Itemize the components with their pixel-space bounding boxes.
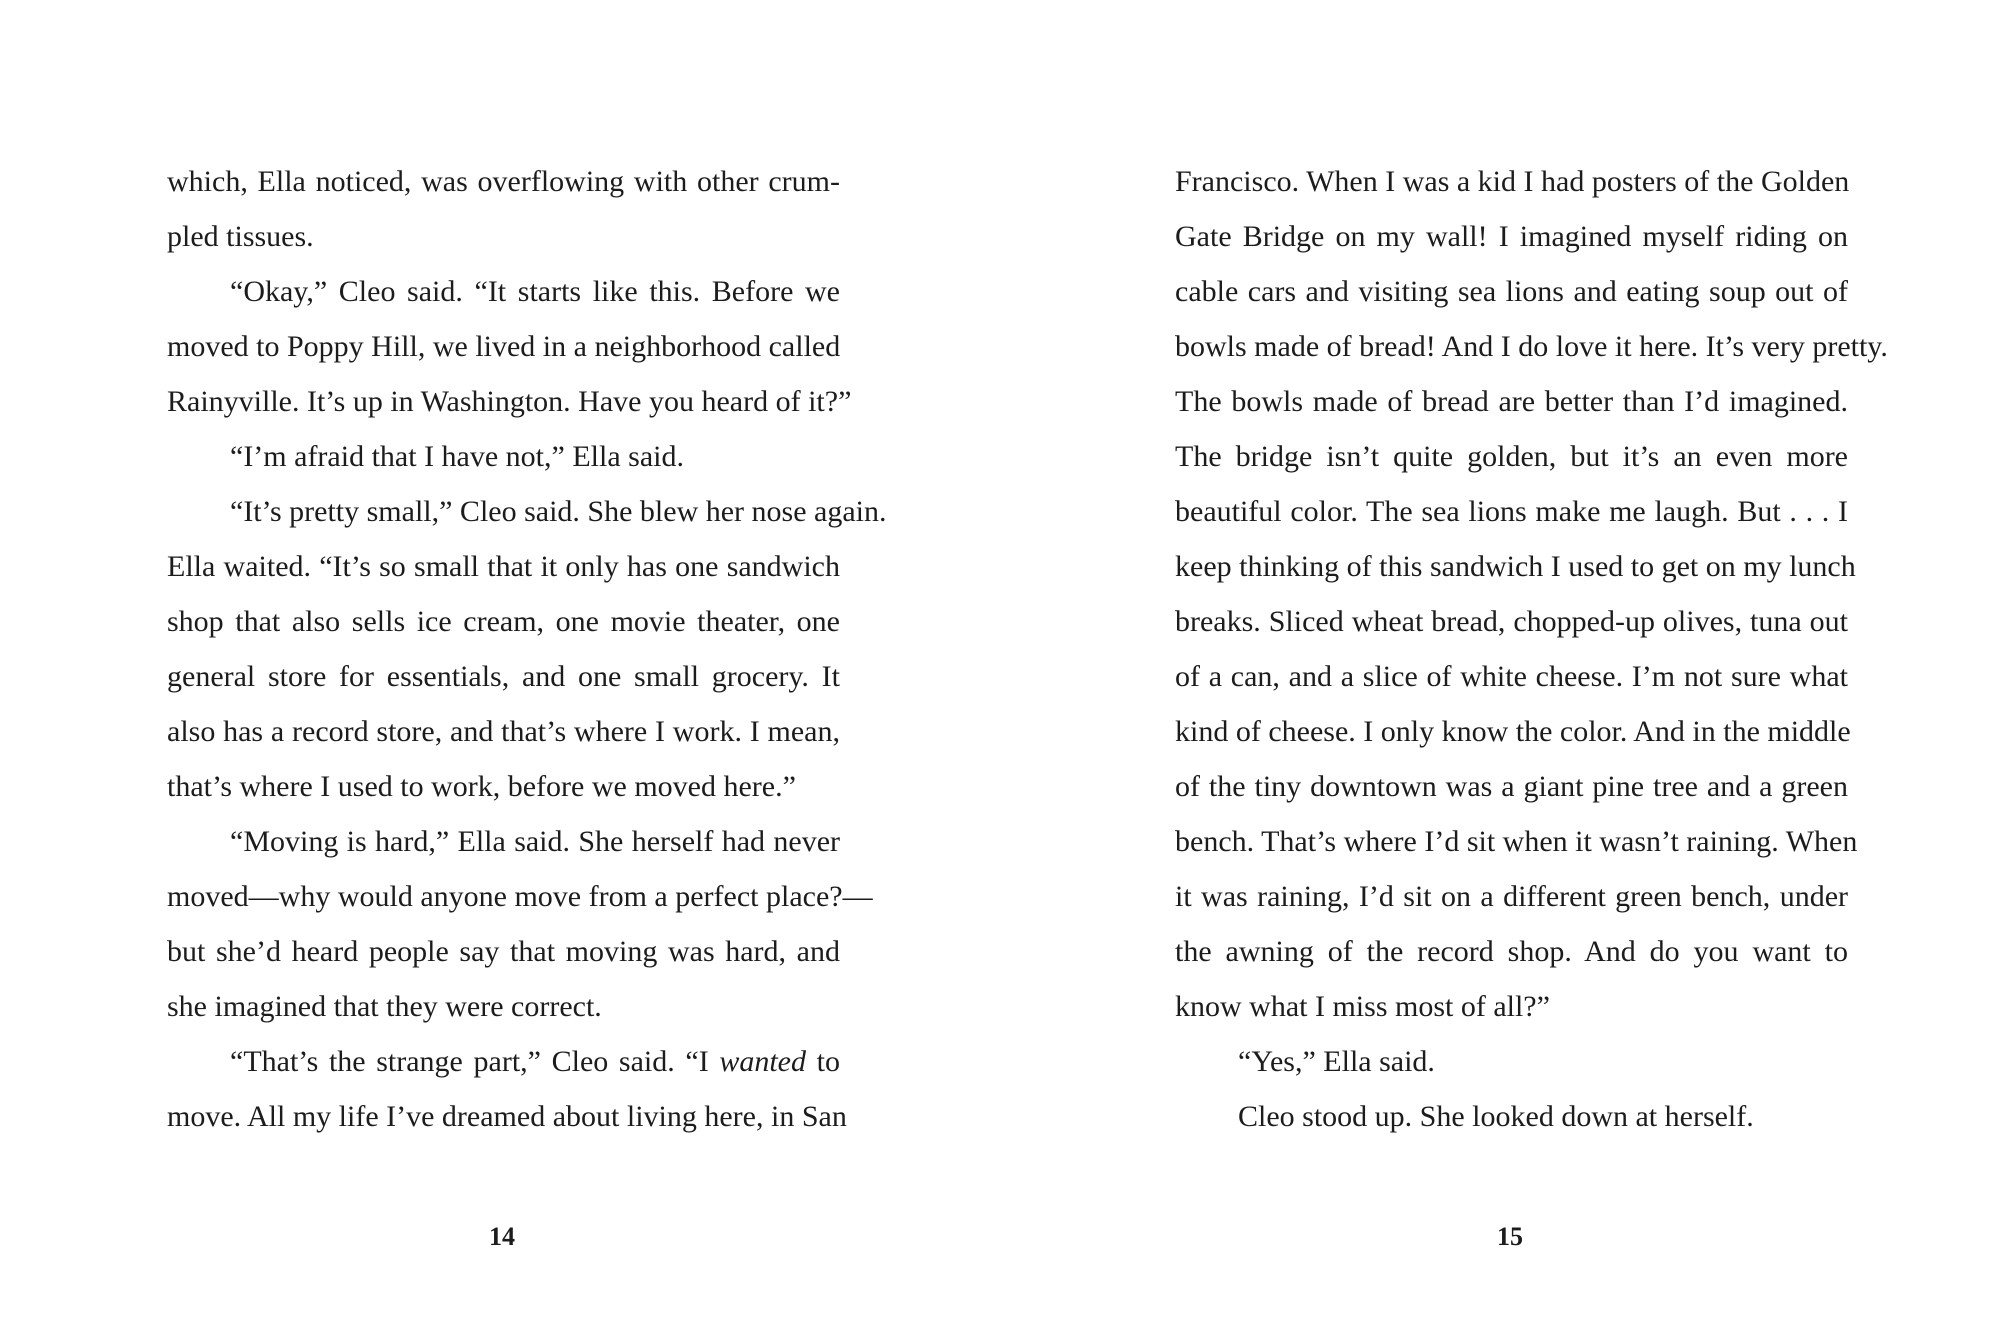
text-line: but she’d heard people say that moving was hard, and	[167, 935, 840, 968]
text-line: it was raining, I’d sit on a different green bench, under	[1175, 880, 1848, 913]
italic-word: wanted	[719, 1045, 806, 1078]
left-page	[167, 0, 887, 1338]
text-line: also has a record store, and that’s where I work. I mean,	[167, 715, 840, 748]
text-segment: “That’s the strange part,” Cleo said. “I	[230, 1045, 720, 1078]
text-segment: to	[806, 1045, 840, 1078]
page-number: 14	[489, 1222, 515, 1251]
text-line-with-italic	[167, 1034, 840, 1089]
text-line: move. All my life I’ve dreamed about living here, in San	[167, 1100, 847, 1133]
text-line: “Okay,” Cleo said. “It starts like this. Before we	[230, 275, 840, 308]
right-page-text	[1175, 154, 1888, 1144]
text-line: general store for essentials, and one small grocery. It	[167, 660, 840, 693]
text-line: Francisco. When I was a kid I had posters of the Golden	[1175, 165, 1850, 198]
text-line: “I’m afraid that I have not,” Ella said.	[230, 440, 684, 473]
text-line: The bridge isn’t quite golden, but it’s an even more	[1175, 440, 1848, 473]
text-line: bench. That’s where I’d sit when it wasn’t raining. When	[1175, 825, 1858, 858]
text-line: beautiful color. The sea lions make me laugh. But . . . I	[1175, 495, 1848, 528]
text-line: of the tiny downtown was a giant pine tree and a green	[1175, 770, 1848, 803]
text-line: shop that also sells ice cream, one movie theater, one	[167, 605, 840, 638]
text-line: breaks. Sliced wheat bread, chopped-up olives, tuna out	[1175, 605, 1848, 638]
text-line: cable cars and visiting sea lions and eating soup out of	[1175, 275, 1848, 308]
text-line: pled tissues.	[167, 220, 314, 253]
text-line: know what I miss most of all?”	[1175, 990, 1550, 1023]
text-line: “Yes,” Ella said.	[1238, 1045, 1435, 1078]
text-line: “Moving is hard,” Ella said. She herself had never	[230, 825, 840, 858]
text-line: that’s where I used to work, before we moved here.”	[167, 770, 796, 803]
text-line: Gate Bridge on my wall! I imagined myself riding on	[1175, 220, 1848, 253]
text-line: The bowls made of bread are better than I’d imagined.	[1175, 385, 1848, 418]
text-line: Cleo stood up. She looked down at herself.	[1238, 1100, 1754, 1133]
text-line: “It’s pretty small,” Cleo said. She blew her nose again.	[230, 495, 887, 528]
left-page-text	[167, 154, 887, 1144]
text-line: kind of cheese. I only know the color. And in the middle	[1175, 715, 1851, 748]
text-line: moved to Poppy Hill, we lived in a neighborhood called	[167, 330, 841, 363]
text-line: Ella waited. “It’s so small that it only has one sandwich	[167, 550, 840, 583]
text-line: keep thinking of this sandwich I used to get on my lunch	[1175, 550, 1856, 583]
text-line: of a can, and a slice of white cheese. I’m not sure what	[1175, 660, 1848, 693]
page-number: 15	[1497, 1222, 1523, 1251]
right-page	[1175, 0, 1888, 1338]
text-line: bowls made of bread! And I do love it here. It’s very pretty.	[1175, 330, 1888, 363]
text-line: Rainyville. It’s up in Washington. Have you heard of it?”	[167, 385, 852, 418]
text-line: she imagined that they were correct.	[167, 990, 602, 1023]
text-line: moved—why would anyone move from a perfect place?—	[167, 880, 873, 913]
text-line: which, Ella noticed, was overflowing with other crum-	[167, 165, 840, 198]
text-line: the awning of the record shop. And do you want to	[1175, 935, 1848, 968]
